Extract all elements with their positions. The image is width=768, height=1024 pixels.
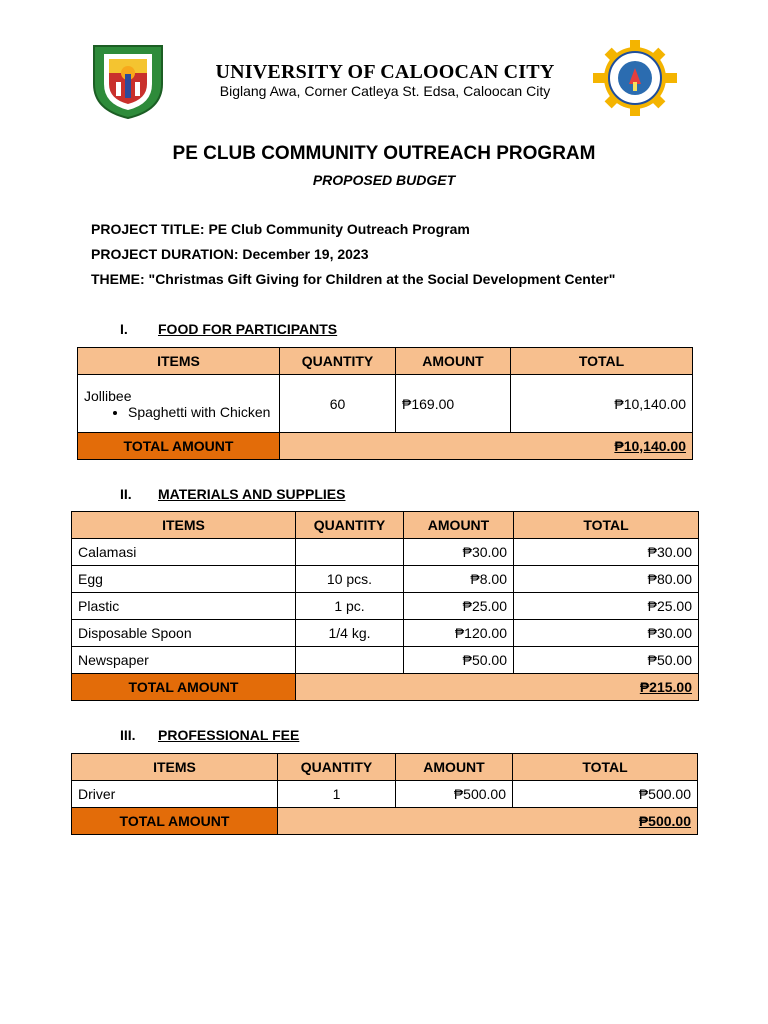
column-header: TOTAL [514,512,699,539]
total-cell: ₱10,140.00 [511,375,693,433]
total-amount-value: ₱500.00 [278,808,698,835]
item-cell: Newspaper [72,647,296,674]
materials-budget-table [71,511,699,701]
quantity-cell [296,539,404,566]
letterhead [0,40,768,120]
project-duration-line: PROJECT DURATION: December 19, 2023 [91,246,369,262]
food-budget-table [77,347,693,460]
total-amount-value: ₱10,140.00 [280,433,693,460]
column-header: ITEMS [72,754,278,781]
quantity-cell: 60 [280,375,396,433]
total-cell: ₱30.00 [514,620,699,647]
section-title: FOOD FOR PARTICIPANTS [158,321,338,337]
university-seal-icon [92,44,164,120]
item-subitem: • Spaghetti with Chicken [128,404,273,420]
amount-cell: ₱500.00 [396,781,513,808]
section-title: PROFESSIONAL FEE [158,727,300,743]
amount-cell: ₱169.00 [396,375,511,433]
section-number: I. [120,321,128,337]
total-amount-label: TOTAL AMOUNT [72,808,278,835]
table-row [72,647,699,674]
project-title-line: PROJECT TITLE: PE Club Community Outreach Program [91,221,470,237]
column-header: TOTAL [513,754,698,781]
column-header: ITEMS [78,348,280,375]
quantity-cell: 1 pc. [296,593,404,620]
item-cell [78,375,280,433]
project-theme-line: THEME: "Christmas Gift Giving for Children at the Social Development Center" [91,271,616,287]
document-subtitle: PROPOSED BUDGET [312,172,456,188]
item-cell: Egg [72,566,296,593]
total-cell: ₱50.00 [514,647,699,674]
total-cell: ₱80.00 [514,566,699,593]
column-header: TOTAL [511,348,693,375]
item-subitem-list [84,404,273,420]
amount-cell: ₱8.00 [404,566,514,593]
amount-cell: ₱50.00 [404,647,514,674]
item-name: Jollibee [84,387,132,404]
total-row [72,808,698,835]
item-cell: Calamasi [72,539,296,566]
column-header: AMOUNT [396,754,513,781]
section-title: MATERIALS AND SUPPLIES [158,486,346,502]
item-cell: Driver [72,781,278,808]
column-header: QUANTITY [296,512,404,539]
item-cell: Plastic [72,593,296,620]
quantity-cell: 1/4 kg. [296,620,404,647]
section-number: II. [120,486,132,502]
document-title: PE CLUB COMMUNITY OUTREACH PROGRAM [172,143,596,164]
amount-cell: ₱25.00 [404,593,514,620]
total-amount-label: TOTAL AMOUNT [78,433,280,460]
total-amount-label: TOTAL AMOUNT [72,674,296,701]
table-row [72,620,699,647]
section-number: III. [120,727,136,743]
table-header-row [72,512,699,539]
professional-fee-table [71,753,698,835]
quantity-cell: 10 pcs. [296,566,404,593]
university-address: Biglang Awa, Corner Catleya St. Edsa, Caloocan City [219,83,551,99]
total-cell: ₱500.00 [513,781,698,808]
table-header-row [72,754,698,781]
table-row [72,781,698,808]
quantity-cell: 1 [278,781,396,808]
column-header: AMOUNT [404,512,514,539]
column-header: ITEMS [72,512,296,539]
table-row [78,375,693,433]
university-name: UNIVERSITY OF CALOOCAN CITY [215,61,555,83]
item-cell: Disposable Spoon [72,620,296,647]
table-row [72,539,699,566]
total-row [72,674,699,701]
amount-cell: ₱30.00 [404,539,514,566]
gear-seal-icon [592,40,678,116]
total-cell: ₱30.00 [514,539,699,566]
column-header: QUANTITY [278,754,396,781]
quantity-cell [296,647,404,674]
table-header-row [78,348,693,375]
total-cell: ₱25.00 [514,593,699,620]
total-amount-value: ₱215.00 [296,674,699,701]
table-row [72,593,699,620]
total-row [78,433,693,460]
table-row [72,566,699,593]
column-header: AMOUNT [396,348,511,375]
column-header: QUANTITY [280,348,396,375]
amount-cell: ₱120.00 [404,620,514,647]
